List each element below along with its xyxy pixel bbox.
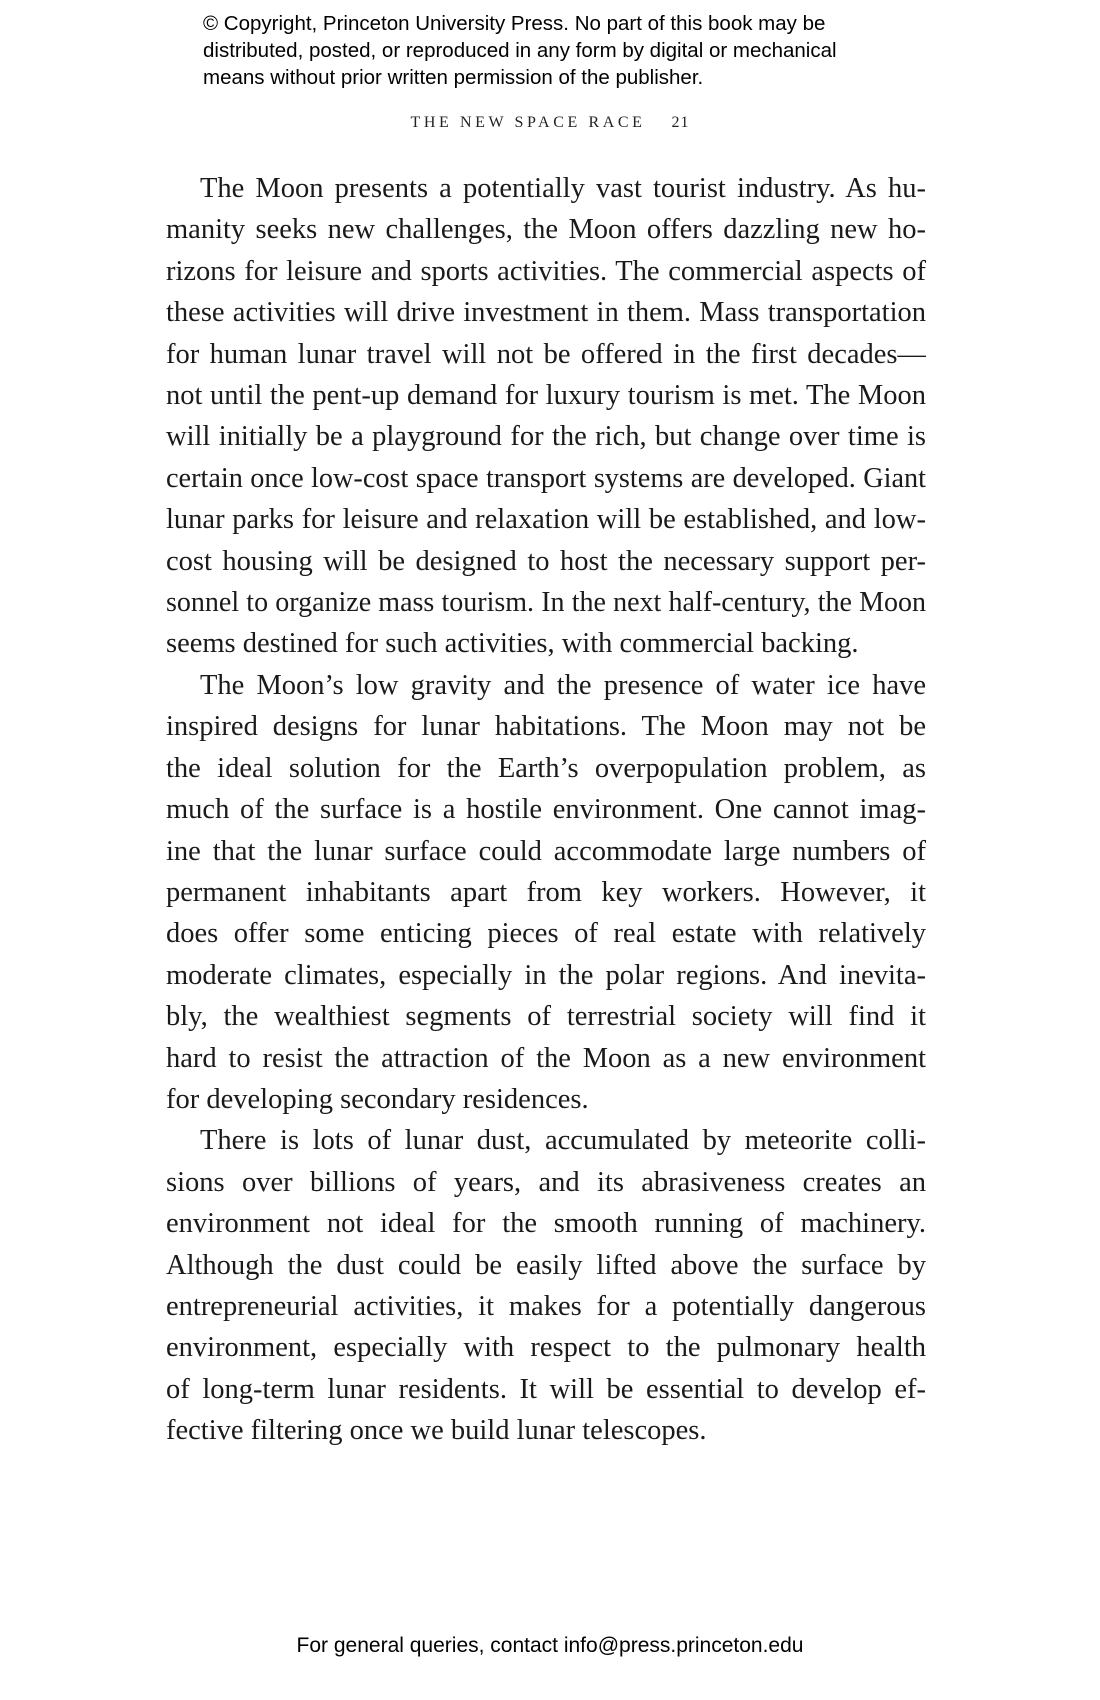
text-line: bly, the wealthiest segments of terrestrial society will find it [166, 1001, 926, 1033]
text-line: certain once low-cost space transport systems are developed. Giant [166, 462, 926, 494]
text-line: the ideal solution for the Earth’s overpopulation problem, as [166, 752, 926, 784]
copyright-notice [203, 10, 963, 91]
text-line: moderate climates, especially in the polar regions. And inevita- [166, 959, 926, 991]
text-line: does offer some enticing pieces of real estate with relatively [166, 918, 926, 950]
paragraph [166, 168, 926, 665]
text-line: The Moon’s low gravity and the presence of water ice have [200, 669, 926, 701]
text-line: inspired designs for lunar habitations. The Moon may not be [166, 711, 926, 743]
text-line: these activities will drive investment in them. Mass transportation [166, 297, 926, 329]
footer-contact: For general queries, contact info@press.princeton.edu [296, 1634, 804, 1657]
text-line: Although the dust could be easily lifted above the surface by [166, 1249, 926, 1281]
text-line: environment, especially with respect to the pulmonary health [166, 1332, 926, 1364]
paragraph [166, 1120, 926, 1451]
paragraph [166, 665, 926, 1120]
text-line: fective filtering once we build lunar telescopes. [166, 1415, 707, 1447]
text-line: hard to resist the attraction of the Moon as a new environment [166, 1042, 926, 1074]
text-line: entrepreneurial activities, it makes for a potentially dangerous [166, 1290, 926, 1322]
text-line: lunar parks for leisure and relaxation will be established, and low- [166, 504, 926, 536]
text-line: environment not ideal for the smooth running of machinery. [166, 1208, 926, 1240]
text-line: not until the pent-up demand for luxury tourism is met. The Moon [166, 380, 926, 412]
copyright-line: © Copyright, Princeton University Press. No part of this book may be [203, 12, 826, 35]
text-line: The Moon presents a potentially vast tourist industry. As hu- [200, 173, 926, 204]
text-line: seems destined for such activities, with commercial backing. [166, 628, 859, 660]
text-line: for human lunar travel will not be offered in the first decades— [166, 338, 926, 370]
text-line: manity seeks new challenges, the Moon offers dazzling new ho- [166, 214, 926, 246]
text-line: sonnel to organize mass tourism. In the next half-century, the Moon [166, 587, 926, 619]
text-line: ine that the lunar surface could accommodate large numbers of [166, 835, 926, 867]
page-number: 21 [671, 114, 690, 131]
text-line: for developing secondary residences. [166, 1083, 589, 1115]
text-line: rizons for leisure and sports activities. The commercial aspects of [166, 255, 926, 287]
running-head [0, 114, 1100, 132]
text-line: permanent inhabitants apart from key workers. However, it [166, 876, 926, 908]
copyright-line: means without prior written permission of the publisher. [203, 66, 704, 89]
text-line: much of the surface is a hostile environment. One cannot imag- [166, 794, 926, 826]
running-head-title: THE NEW SPACE RACE [410, 114, 646, 131]
text-line: will initially be a playground for the rich, but change over time is [166, 421, 926, 453]
text-line: of long-term lunar residents. It will be essential to develop ef- [166, 1373, 926, 1405]
body-text [166, 168, 926, 1452]
text-line: There is lots of lunar dust, accumulated by meteorite colli- [200, 1125, 926, 1157]
copyright-line: distributed, posted, or reproduced in any form by digital or mechanical [203, 39, 837, 62]
text-line: cost housing will be designed to host the necessary support per- [166, 545, 926, 577]
text-line: sions over billions of years, and its abrasiveness creates an [166, 1166, 926, 1198]
